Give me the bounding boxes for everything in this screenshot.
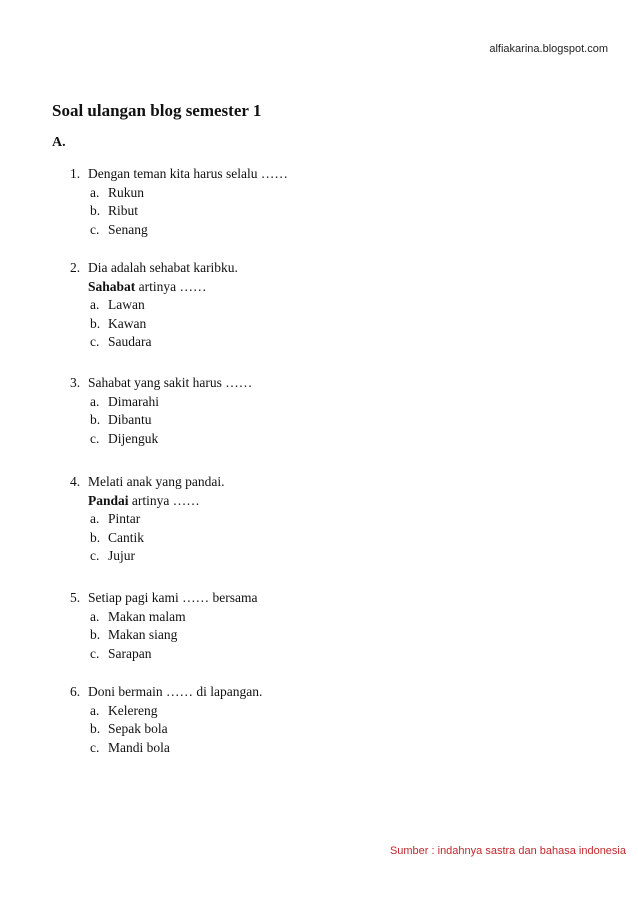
question-keyword-line (70, 278, 490, 297)
option-b: b. Ribut (90, 203, 139, 218)
option-a: a. Makan malam (90, 608, 186, 624)
question-text: Sahabat yang sakit harus …… (88, 375, 253, 390)
source-footer: Sumber : indahnya sastra dan bahasa indonesia (389, 845, 626, 857)
question-4 (70, 473, 490, 566)
question-2 (70, 259, 490, 352)
option-c: c. Sarapan (90, 645, 152, 661)
question-text: Dia adalah sehabat karibku. (88, 260, 238, 275)
question-keyword-line (70, 492, 490, 511)
option-c: c. Jujur (90, 548, 135, 563)
option-b: b. Cantik (90, 529, 144, 545)
question-6 (70, 683, 490, 757)
option-b: b. Kawan (90, 315, 147, 331)
option-c: c. Dijenguk (90, 430, 159, 446)
question-keyword: Sahabat (88, 278, 136, 294)
option-a: a. Lawan (90, 297, 145, 312)
question-text: Melati anak yang pandai. (88, 474, 225, 489)
option-a: a. Kelereng (90, 702, 158, 718)
option-c: c. Mandi bola (90, 739, 170, 755)
question-1 (70, 165, 490, 239)
section-label: A. (52, 135, 66, 150)
option-b: b. Sepak bola (90, 721, 168, 736)
question-text: Doni bermain …… di lapangan. (88, 684, 263, 699)
option-b: b. Makan siang (90, 627, 178, 642)
question-text: Setiap pagi kami …… bersama (88, 590, 258, 605)
question-text: Dengan teman kita harus selalu …… (88, 166, 288, 181)
option-c: c. Senang (90, 221, 148, 237)
question-number: 3. (70, 375, 81, 390)
option-a: a. Dimarahi (90, 393, 159, 409)
question-5 (70, 589, 490, 663)
option-b: b. Dibantu (90, 412, 152, 427)
option-a: a. Pintar (90, 511, 141, 526)
question-number: 6. (70, 684, 81, 699)
question-number: 4. (70, 474, 81, 489)
page-title: Soal ulangan blog semester 1 (52, 101, 262, 120)
option-a: a. Rukun (90, 184, 145, 200)
question-number: 5. (70, 590, 81, 605)
question-number: 2. (70, 260, 81, 275)
question-number: 1. (70, 166, 81, 181)
question-keyword-rest: artinya …… (135, 278, 207, 294)
option-c: c. Saudara (90, 334, 152, 349)
question-3 (70, 374, 490, 448)
header-site-url: alfiakarina.blogspot.com (489, 43, 608, 55)
question-keyword: Pandai (88, 492, 129, 508)
question-keyword-rest: artinya …… (128, 492, 200, 508)
